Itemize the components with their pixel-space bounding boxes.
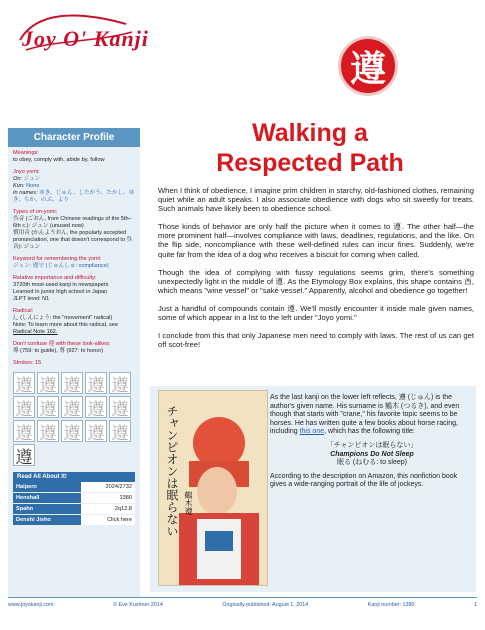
footer-published: Originally published: August 1, 2014: [222, 602, 309, 608]
keyword-value: ジュン: 遵守 (じゅんしゅ: compliance): [13, 263, 109, 269]
paragraph: I conclude from this that only Japanese men need to comply with laws. The rest of us can get off scot-free!: [158, 331, 474, 350]
types-label: Types of on-yomi:: [13, 209, 58, 215]
on-value: ジュン: [23, 176, 41, 182]
stroke-cell: 遵: [61, 372, 83, 394]
paragraph: Though the idea of complying with fussy regulations seems grim, there's something unexpectedly light in the middle of 遵. As the Etymology Box explains, this shape contains 酋, which means "wine vessel" or "saké vessel." Apparently, alcohol and obedience go together!: [158, 267, 474, 295]
book-caption: [270, 394, 474, 490]
stroke-order-grid: [8, 372, 140, 466]
on-label: On:: [13, 176, 23, 182]
types-line-2: 慣用音 (かんようおん, the popularly accepted pronunciation, one that doesn't correspond to 呉音): ジュン: [13, 230, 133, 250]
kanji-badge: [338, 36, 398, 96]
types-line-1: 呉音 (ごおん, from Chinese readings of the 5th–6th c.): ジュン (unused now): [13, 216, 132, 229]
stroke-cell: 遵: [13, 372, 35, 394]
stroke-cell: 遵: [109, 372, 131, 394]
kun-value: None: [26, 183, 40, 189]
this-one-link[interactable]: this one: [299, 428, 325, 436]
reference-table: [13, 482, 135, 526]
importance-line-2: Learned in junior high school in Japan: [13, 289, 108, 295]
joyo-kanji-logo: [8, 8, 158, 58]
footer-kanji-number: Kanji number: 1380: [367, 602, 415, 608]
keyword-label: Keyword for remembering the yomi:: [13, 256, 102, 262]
footer-copyright: © Eve Kushner 2014: [113, 602, 163, 608]
title-line-1: Walking a: [252, 119, 368, 147]
book-cover-image: [158, 390, 268, 586]
strokes-label: Strokes: 15: [13, 360, 42, 366]
names-label: In names:: [13, 190, 38, 196]
importance-line-1: 3720th most-used kanji in newspapers: [13, 282, 109, 288]
stroke-cell: 遵: [109, 420, 131, 442]
paragraph: When I think of obedience, I imagine prim children in starchy, old-fashioned clothes, remaining quiet while an adult speaks. I also associate obedience with dogs who sit sweetly for treats. Such animals have likely been to obedience school.: [158, 186, 475, 214]
radical-note-link[interactable]: Radical Note 162.: [13, 329, 58, 335]
stroke-cell: 遵: [61, 396, 83, 418]
stroke-cell: 遵: [13, 396, 35, 418]
radical-line-2: Note: To learn more about this radical, see: [13, 322, 118, 328]
book-title-block: [270, 442, 474, 468]
logo-text: Joy O' Kanji: [22, 26, 149, 51]
footer-site-link[interactable]: www.joyokanji.com: [8, 602, 54, 608]
read-all-about-it: [13, 472, 135, 526]
confuse-label: Don't confuse 遵 with these look-alikes:: [13, 341, 111, 347]
read-all-heading: Read All About It!: [13, 472, 135, 482]
caption-text-1-end: , which has the following title:: [324, 428, 415, 436]
title-line-2: Respected Path: [216, 149, 404, 177]
page-footer: [8, 597, 477, 608]
sidebar-heading: Character Profile: [8, 128, 140, 147]
names-value: ゆき、じゅん、したがう、たかし、ゆき、ちか、のぶ、より: [13, 190, 135, 203]
paragraph: Just a handful of compounds contain 遵. We'll mostly encounter it inside male given names, some of which appear in a list to the left under "Joyo yomi.": [158, 303, 474, 323]
caption-text-1: As the last kanji on the lower left reflects, 遵 (じゅん) is the author's given name. His surname is 鶴木 (つるき), and even though that starts with "crane," his favorite topic seems to be horses. He has written quite a few books about horse racing, including: [270, 394, 460, 436]
table-row: Henshall 1380: [13, 493, 135, 504]
article-body: [158, 186, 474, 358]
book-title-en: Champions Do Not Sleep: [330, 450, 414, 458]
stroke-cell-final: 遵: [13, 444, 35, 466]
stroke-cell: 遵: [61, 420, 83, 442]
caption-text-2: According to the description on Amazon, this nonfiction book gives a wide-ranging portrait of the life of jockeys.: [270, 472, 458, 489]
book-title-jp: 「チャンピオンは眠らない」: [326, 441, 418, 449]
paragraph: Those kinds of behavior are only half the picture when it comes to 遵. The other half—the more prominent half—involves compliance with laws, deadlines, regulations, and the like. On the flip side, noncompliance with these well-defined rules can incur fines. Suddenly, we're quite far from the idea of a dog who receives a biscuit for coming when called.: [158, 222, 474, 259]
table-row: Denshi Jisho Click here: [13, 515, 135, 526]
stroke-cell: 遵: [37, 372, 59, 394]
stroke-cell: 遵: [37, 420, 59, 442]
stroke-cell: 遵: [85, 372, 107, 394]
page-title: [150, 118, 470, 178]
table-row: Spahn 2q12.8: [13, 504, 135, 515]
stroke-cell: 遵: [13, 420, 35, 442]
character-profile-sidebar: [8, 128, 140, 598]
stroke-cell: 遵: [85, 396, 107, 418]
table-row: Halpern 2024/2732: [13, 482, 135, 493]
book-cover-title: チャンピオンは眠らない: [165, 405, 179, 537]
importance-line-3: JLPT level: N1: [13, 296, 50, 302]
badge-kanji: 遵: [349, 48, 386, 90]
footer-page-number: 1: [473, 602, 477, 608]
book-cover-author: 鶴木遵: [184, 491, 193, 515]
stroke-cell: 遵: [85, 420, 107, 442]
confuse-value: 導 (759: to guide), 尊 (927: to honor): [13, 348, 104, 354]
book-title-gloss: 眠る (ねむる: to sleep): [336, 459, 407, 467]
importance-label: Relative importance and difficulty:: [13, 275, 97, 281]
denshi-jisho-link[interactable]: Click here: [81, 515, 135, 526]
meanings-label: Meanings:: [13, 150, 39, 156]
kun-label: Kun:: [13, 183, 25, 189]
radical-label: Radical:: [13, 308, 34, 314]
joyo-yomi-label: Joyo yomi:: [13, 169, 40, 175]
stroke-cell: 遵: [37, 396, 59, 418]
radical-line-1: 辶 (しんにょう: the "movement" radical): [13, 315, 113, 321]
stroke-cell: 遵: [109, 396, 131, 418]
meanings-value: to obey, comply with, abide by, follow: [13, 157, 105, 163]
